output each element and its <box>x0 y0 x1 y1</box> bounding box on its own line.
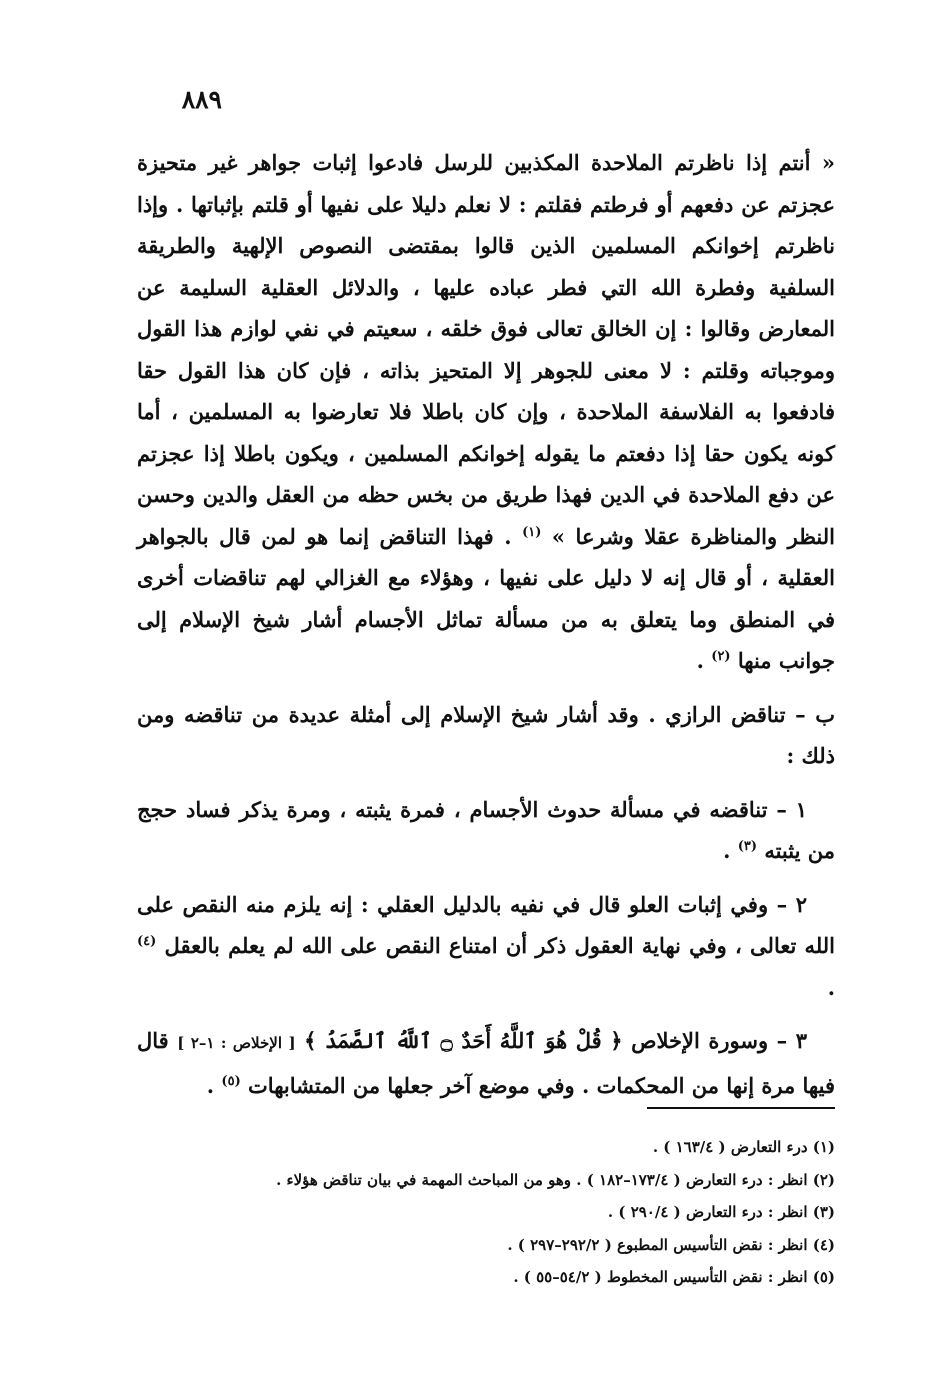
quran-verse: ﴿ قُلْ هُوَ ٱللَّهُ أَحَدٌ ۝ ٱللَّهُ ٱلصَّمَدُ ﴾ <box>304 1028 623 1053</box>
main-text <box>137 142 835 1106</box>
sentence-end: . <box>206 1072 215 1098</box>
paragraph-item-1 <box>137 789 835 872</box>
footnote-separator <box>647 1107 835 1109</box>
item-1-text: ١ – تناقضه في مسألة حدوث الأجسام ، فمرة يثبته ، ومرة يذكر فساد حجج من يثبته <box>137 796 835 863</box>
footnote-ref-5[interactable]: (٥) <box>221 1073 241 1089</box>
footnotes-list <box>137 1131 835 1294</box>
item-2-text: ٢ – وفي إثبات العلو قال في نفيه بالدليل العقلي : إنه يلزم منه النقص على الله تعالى ، وفي نهاية العقول ذكر أن امتناع النقص على الله لم يعلم بالعقل <box>137 891 836 958</box>
footnote-ref-4[interactable]: (٤) <box>137 934 157 949</box>
quote-text: « أنتم إذا ناظرتم الملاحدة المكذبين للرسل فادعوا إثبات جواهر غير متحيزة عجزتم عن دفعهم أو فرطتم فقلتم : لا نعلم دليلا على نفيها أو قلتم بإثباتها . وإذا ناظرتم إخوانكم المسلمين الذين قالوا بمقتضى النصوص الإلهية والطريقة السلفية وفطرة الله التي فطر عباده عليها ، والدلائل العقلية السليمة عن المعارض وقالوا : إن الخالق تعالى فوق خلقه ، سعيتم في نفي لوازم هذا القول وموجباته وقلتم : لا معنى للجوهر إلا المتحيز بذاته ، فإن كان هذا القول حقا فادفعوا به الفلاسفة الملاحدة ، وإن كان باطلا فلا تعارضوا به المسلمين ، أما كونه يكون حقا إذا دفعتم ما يقوله إخوانكم المسلمين ، ويكون باطلا إذا عجزتم عن دفع الملاحدة في الدين فهذا طريق من بخس حظه من العقل والدين وحسن النظر والمناظرة عقلا وشرعا » <box>137 150 836 549</box>
sentence-end: . <box>827 974 835 1000</box>
quote-continuation: . فهذا التناقض إنما هو لمن قال بالجواهر العقلية ، أو قال إنه لا دليل على نفيها ، وهؤلاء مع الغزالي لهم تناقضات أخرى في المنطق وما يتعلق به من مسألة تماثل الأجسام أشار شيخ الإسلام إلى جوانب منها <box>137 523 835 673</box>
sentence-end: . <box>723 838 731 863</box>
item-3-prefix: ٣ – وسورة الإخلاص <box>631 1028 808 1053</box>
footnote-ref-3[interactable]: (٣) <box>737 839 758 854</box>
page-number: ٨٨٩ <box>181 85 222 114</box>
sentence-end: . <box>696 648 704 673</box>
paragraph-razi-heading: ب – تناقض الرازي . وقد أشار شيخ الإسلام إلى أمثلة عديدة من تناقضه ومن ذلك : <box>137 701 835 768</box>
footnote-3: (٣) انظر : درء التعارض ( ٢٩٠/٤ ) . <box>607 1203 835 1221</box>
footnote-ref-2[interactable]: (٢) <box>711 649 731 664</box>
paragraph-item-2 <box>137 884 835 1009</box>
footnote-ref-1[interactable]: (١) <box>522 524 542 540</box>
footnote-5: (٥) انظر : نقض التأسيس المخطوط ( ٥٤/٢–٥٥ ) . <box>513 1268 835 1286</box>
footnote-4: (٤) انظر : نقض التأسيس المطبوع ( ٢٩٢/٢–٢٩٧ ) . <box>507 1235 835 1254</box>
paragraph-item-3 <box>137 1020 835 1106</box>
footnote-2: (٢) انظر : درء التعارض ( ١٧٣/٤–١٨٢ ) . وهو من المباحث المهمة في بيان تناقض هؤلاء . <box>276 1170 835 1189</box>
verse-reference: [ الإخلاص : ١–٢ ] <box>177 1034 296 1052</box>
paragraph-quote <box>137 142 835 682</box>
footnote-1: (١) درء التعارض ( ١٦٣/٤ ) . <box>652 1138 835 1156</box>
item-3-text: قال فيها مرة إنها من المحكمات . وفي موضع آخر جعلها من المتشابهات <box>137 1028 835 1098</box>
